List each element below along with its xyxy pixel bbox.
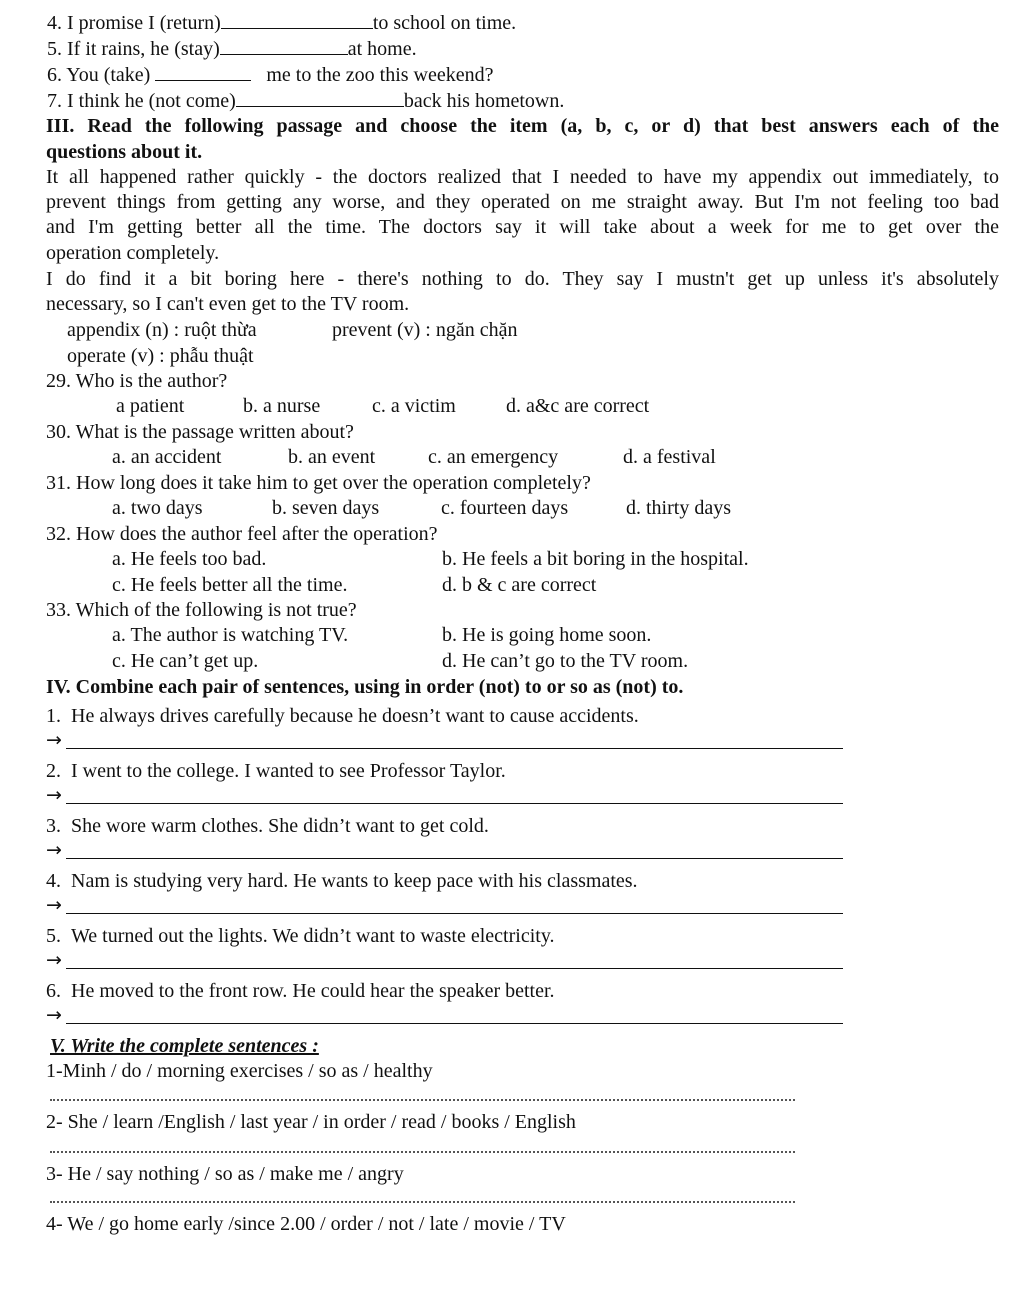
arrow-icon: → [46, 894, 62, 916]
answer-blank[interactable] [236, 88, 404, 107]
exercise-line [47, 88, 564, 113]
item-number: 6. [47, 64, 62, 86]
answer-option[interactable]: c. an emergency [428, 446, 559, 468]
item-number: 3. [46, 815, 61, 837]
answer-option[interactable]: b. seven days [272, 497, 380, 519]
question: 32. How does the author feel after the operation? [46, 523, 438, 545]
question: 29. Who is the author? [46, 370, 228, 392]
combine-item [46, 869, 638, 893]
combine-item [46, 759, 506, 783]
arrow-icon: → [46, 729, 62, 751]
item-continuation: me to the zoo this weekend? [266, 64, 494, 86]
answer-line[interactable] [66, 858, 843, 859]
answer-option[interactable]: c. fourteen days [441, 497, 569, 519]
passage-line: and I'm getting better all the time. The doctors say it will take about a week for me to get over the [46, 216, 999, 238]
dotted-answer-line[interactable] [50, 1201, 795, 1203]
question: 31. How long does it take him to get over the operation completely? [46, 472, 591, 494]
answer-option[interactable]: d. b & c are correct [442, 574, 597, 596]
exercise-line [47, 36, 417, 61]
item-text: She wore warm clothes. She didn’t want to get cold. [71, 815, 489, 837]
vocab-item: appendix (n) : ruột thừa [67, 319, 257, 341]
answer-blank[interactable] [155, 62, 251, 81]
item-prompt: I think he (not come) [67, 90, 236, 112]
item-continuation: back his hometown. [403, 90, 565, 112]
item-number: 1. [46, 705, 61, 727]
passage-line: necessary, so I can't even get to the TV room. [46, 293, 410, 315]
combine-item [46, 704, 639, 728]
item-text: We turned out the lights. We didn’t want to waste electricity. [71, 925, 555, 947]
item-continuation: at home. [347, 38, 417, 60]
arrow-icon: → [46, 784, 62, 806]
section-heading: III. Read the following passage and choose the item (a, b, c, or d) that best answers each of the [46, 115, 999, 137]
answer-line[interactable] [66, 748, 843, 749]
section-heading: IV. Combine each pair of sentences, using in order (not) to or so as (not) to. [46, 676, 684, 698]
exercise-line [47, 62, 494, 87]
dotted-answer-line[interactable] [50, 1151, 795, 1153]
item-text: He moved to the front row. He could hear the speaker better. [71, 980, 555, 1002]
item-number: 4. [46, 870, 61, 892]
item-number: 7. [47, 90, 62, 112]
arrow-icon: → [46, 949, 62, 971]
question: 30. What is the passage written about? [46, 421, 354, 443]
answer-option[interactable]: a. He feels too bad. [112, 548, 267, 570]
answer-option[interactable]: a. two days [112, 497, 203, 519]
item-text: Nam is studying very hard. He wants to keep pace with his classmates. [71, 870, 638, 892]
question: 33. Which of the following is not true? [46, 599, 357, 621]
passage-line: I do find it a bit boring here - there's nothing to do. They say I mustn't get up unless it's absolutely [46, 268, 999, 290]
section-heading: V. Write the complete sentences : [50, 1035, 319, 1057]
passage-line: prevent things from getting any worse, and they operated on me straight away. But I'm not feeling too bad [46, 191, 999, 213]
sentence-prompt: 2- She / learn /English / last year / in order / read / books / English [46, 1111, 576, 1133]
answer-option[interactable]: a. an accident [112, 446, 222, 468]
item-text: He always drives carefully because he doesn’t want to cause accidents. [71, 705, 639, 727]
answer-option[interactable]: d. He can’t go to the TV room. [442, 650, 689, 672]
item-number: 4. [47, 12, 62, 34]
answer-option[interactable]: d. a&c are correct [506, 395, 650, 417]
answer-line[interactable] [66, 913, 843, 914]
sentence-prompt: 3- He / say nothing / so as / make me / angry [46, 1163, 404, 1185]
item-prompt: You (take) [66, 64, 151, 86]
answer-option[interactable]: a patient [116, 395, 185, 417]
item-prompt: If it rains, he (stay) [67, 38, 220, 60]
item-number: 2. [46, 760, 61, 782]
arrow-icon: → [46, 839, 62, 861]
combine-item [46, 924, 555, 948]
passage-line: It all happened rather quickly - the doctors realized that I needed to have my appendix out immediately, to [46, 166, 999, 188]
answer-option[interactable]: c. a victim [372, 395, 456, 417]
dotted-answer-line[interactable] [50, 1099, 795, 1101]
item-number: 5. [46, 925, 61, 947]
passage-line: operation completely. [46, 242, 220, 264]
answer-option[interactable]: b. a nurse [243, 395, 321, 417]
answer-line[interactable] [66, 968, 843, 969]
item-prompt: I promise I (return) [67, 12, 221, 34]
answer-option[interactable]: c. He feels better all the time. [112, 574, 348, 596]
item-number: 5. [47, 38, 62, 60]
answer-blank[interactable] [220, 36, 348, 55]
item-text: I went to the college. I wanted to see Professor Taylor. [71, 760, 506, 782]
answer-option[interactable]: d. thirty days [626, 497, 731, 519]
answer-option[interactable]: b. an event [288, 446, 376, 468]
answer-option[interactable]: d. a festival [623, 446, 716, 468]
answer-option[interactable]: c. He can’t get up. [112, 650, 259, 672]
section-heading-cont: questions about it. [46, 141, 203, 163]
answer-option[interactable]: b. He feels a bit boring in the hospital. [442, 548, 749, 570]
combine-item [46, 979, 555, 1003]
combine-item [46, 814, 489, 838]
sentence-prompt: 1-Minh / do / morning exercises / so as / healthy [46, 1060, 433, 1082]
answer-line[interactable] [66, 1023, 843, 1024]
sentence-prompt: 4- We / go home early /since 2.00 / order / not / late / movie / TV [46, 1213, 566, 1235]
vocab-item: prevent (v) : ngăn chặn [332, 319, 518, 341]
item-number: 6. [46, 980, 61, 1002]
item-continuation: to school on time. [372, 12, 517, 34]
answer-line[interactable] [66, 803, 843, 804]
answer-option[interactable]: b. He is going home soon. [442, 624, 652, 646]
vocab-item: operate (v) : phẫu thuật [67, 345, 254, 367]
answer-blank[interactable] [221, 10, 373, 29]
answer-option[interactable]: a. The author is watching TV. [112, 624, 349, 646]
exercise-line [47, 10, 516, 35]
arrow-icon: → [46, 1004, 62, 1026]
